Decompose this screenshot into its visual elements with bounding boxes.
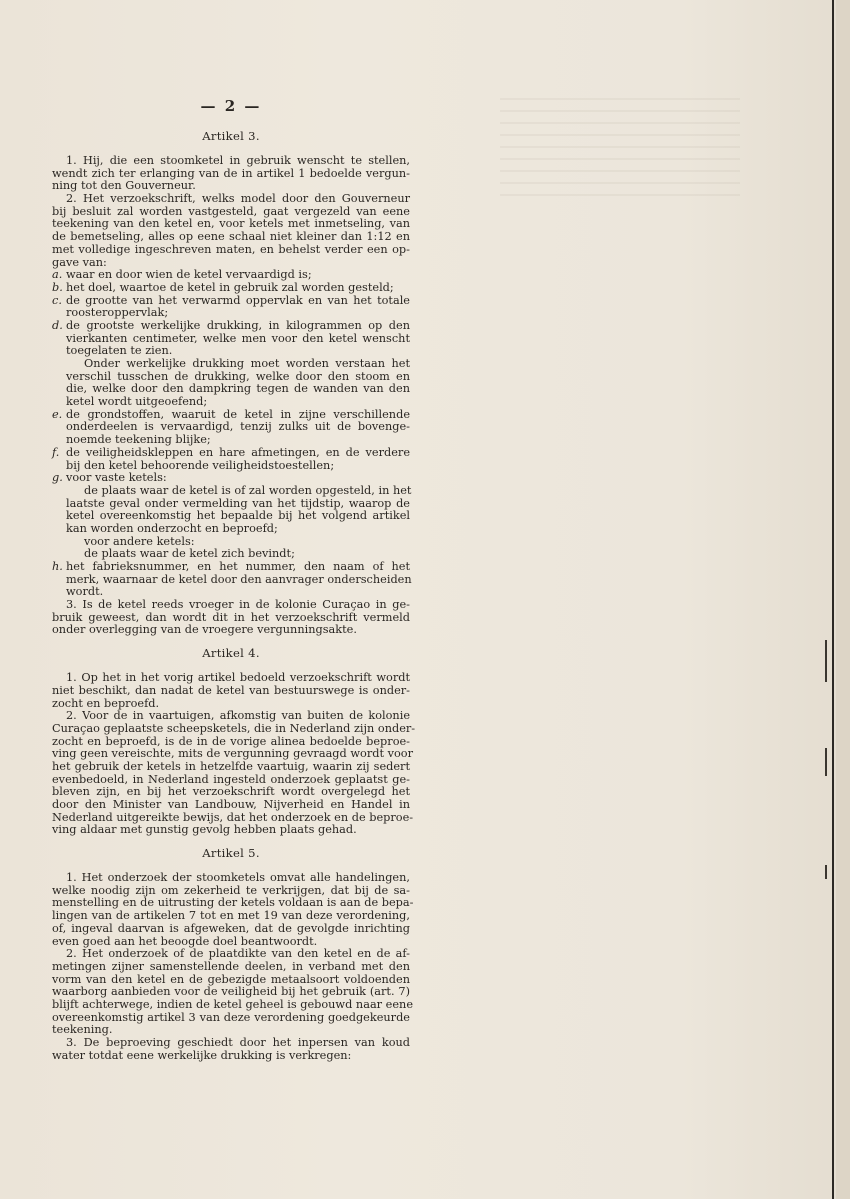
line-text: toegelaten te zien. [66, 344, 173, 358]
line-text: 2. Het onderzoek of de plaatdikte van den ketel en de af- [66, 947, 410, 961]
item-label: f. [52, 445, 60, 459]
binding-mark [825, 748, 827, 776]
line-text: laatste geval onder vermelding van het tijdstip, waarop de [66, 496, 410, 510]
article-4-heading: Artikel 4. [202, 646, 260, 661]
show-through-text [500, 96, 740, 206]
line-text: evenbedoeld, in Nederland ingesteld onderzoek geplaatst ge- [52, 772, 410, 786]
line-text: lingen van de artikelen 7 tot en met 19 van deze verordening, [52, 909, 410, 923]
text-line [52, 1050, 410, 1063]
line-text: bruik geweest, dan wordt dit in het verzoekschrift vermeld [52, 610, 410, 624]
line-text: onder overlegging van de vroegere vergunningsakte. [52, 623, 357, 637]
line-text: de bemetseling, alles op eene schaal niet kleiner dan 1:12 en [52, 230, 410, 244]
text-line [52, 824, 410, 837]
line-text: 3. Is de ketel reeds vroeger in de kolonie Curaçao in ge- [66, 598, 410, 612]
line-text: wordt. [66, 585, 104, 599]
article-4-body [52, 671, 416, 837]
line-text: door den Minister van Landbouw, Nijverheid en Handel in [52, 798, 410, 811]
item-label: b. [52, 280, 63, 294]
line-text: of, ingeval daarvan is afgeweken, dat de gevolgde inrichting [52, 921, 410, 935]
line-text: ketel overeenkomstig het bepaalde bij het volgend artikel [66, 509, 410, 523]
line-text: die, welke door den dampkring tegen de wanden van den [66, 382, 410, 396]
line-text: gave van: [52, 255, 107, 269]
article-3-heading: Artikel 3. [202, 129, 260, 143]
line-text: 2. Voor de in vaartuigen, afkomstig van buiten de kolonie [66, 709, 410, 723]
line-text: de grootte van het verwarmd oppervlak en van het totale [66, 293, 410, 307]
line-text: verschil tusschen de drukking, welke door den stoom en [66, 369, 410, 383]
line-text: teekening. [52, 1023, 113, 1037]
line-text: 3. De beproeving geschiedt door het inpersen van koud [66, 1036, 410, 1049]
text-column [52, 97, 416, 1062]
line-text: ketel wordt uitgeoefend; [66, 395, 208, 409]
line-text: 1. Op het in het vorig artikel bedoeld verzoekschrift wordt [66, 671, 410, 685]
line-text: blijft achterwege, indien de ketel geheel is gebouwd naar eene [52, 997, 413, 1011]
line-text: Curaçao geplaatste scheepsketels, die in Nederland zijn onder- [52, 721, 416, 735]
line-text: 1. Het onderzoek der stoomketels omvat alle handelingen, [66, 871, 410, 885]
line-text: metingen zijner samenstellende deelen, in verband met den [52, 959, 410, 973]
line-text: bij besluit zal worden vastgesteld, gaat vergezeld van eene [52, 204, 410, 218]
line-text: vierkanten centimeter, welke men voor den ketel wenscht [66, 331, 410, 345]
page-number: — 2 — [200, 97, 262, 115]
line-text: ning tot den Gouverneur. [52, 179, 196, 193]
line-text: zocht en beproefd, is de in de vorige alinea bedoelde beproe- [52, 734, 410, 748]
page-edge [836, 0, 850, 1199]
line-text: zocht en beproefd. [52, 696, 160, 710]
line-text: het doel, waartoe de ketel in gebruik zal worden gesteld; [66, 280, 394, 294]
binding-mark [825, 640, 827, 682]
line-text: menstelling en de uitrusting der ketels voldaan is aan de bepa- [52, 896, 414, 910]
line-text: het fabrieksnummer, en het nummer, den naam of het [66, 560, 410, 573]
item-label: c. [52, 293, 62, 307]
line-text: 2. Het verzoekschrift, welks model door den Gouverneur [66, 192, 410, 206]
line-text: roosteroppervlak; [66, 306, 169, 320]
line-text: noemde teekening blijke; [66, 433, 211, 447]
line-text: 1. Hij, die een stoomketel in gebruik wenscht te stellen, [66, 154, 410, 167]
line-text: ving aldaar met gunstig gevolg hebben plaats gehad. [52, 823, 357, 837]
item-label: h. [52, 560, 63, 573]
line-text: welke noodig zijn om zekerheid te verkrijgen, dat bij de sa- [52, 883, 410, 897]
line-text: voor vaste ketels: [66, 471, 167, 485]
line-text: waarborg aanbieden voor de veiligheid bij het gebruik (art. 7) [52, 985, 410, 999]
line-text: bleven zijn, en bij het verzoekschrift wordt overgelegd het [52, 785, 410, 799]
text-line [52, 574, 410, 587]
line-text: kan worden onderzocht en beproefd; [66, 521, 278, 535]
line-text: ving geen vereischte, mits de vergunning gevraagd wordt voor [52, 747, 413, 761]
binding-mark [825, 865, 827, 879]
article-5-heading: Artikel 5. [202, 846, 260, 861]
line-text: even goed aan het beoogde doel beantwoordt. [52, 934, 318, 948]
article-3-body [52, 155, 410, 637]
line-text: waar en door wien de ketel vervaardigd is; [66, 268, 312, 282]
line-text: wendt zich ter erlanging van de in artikel 1 bedoelde vergun- [52, 166, 410, 180]
line-text: met volledige ingeschreven maten, en behelst verder een op- [52, 242, 410, 256]
line-text: merk, waarnaar de ketel door den aanvrager onderscheiden [66, 572, 412, 586]
line-text: het gebruik der ketels in hetzelfde vaartuig, waarin zij sedert [52, 759, 410, 773]
line-text: de grootste werkelijke drukking, in kilogrammen op den [66, 318, 410, 332]
line-text: vorm van den ketel en de gebezigde metaalsoort voldoenden [52, 972, 410, 986]
line-text: voor andere ketels: [84, 534, 195, 548]
binding-edge-line [832, 0, 834, 1199]
line-text: bij den ketel behoorende veiligheidstoestellen; [66, 458, 335, 472]
line-text: onderdeelen is vervaardigd, tenzij zulks uit de bovenge- [66, 420, 410, 434]
item-label: a. [52, 268, 63, 282]
text-line [52, 624, 410, 637]
article-5-body [52, 871, 414, 1062]
line-text: de plaats waar de ketel zich bevindt; [84, 547, 295, 561]
line-text: Nederland uitgereikte bewijs, dat het onderzoek en de beproe- [52, 810, 414, 824]
item-label: d. [52, 318, 63, 332]
item-label: g. [52, 471, 63, 485]
item-label: e. [52, 407, 63, 421]
line-text: water totdat eene werkelijke drukking is verkregen: [52, 1048, 352, 1062]
line-text: teekening van den ketel en, voor ketels met inmetseling, van [52, 217, 410, 231]
line-text: Onder werkelijke drukking moet worden verstaan het [84, 357, 410, 370]
line-text: overeenkomstig artikel 3 van deze verordening goedgekeurde [52, 1010, 410, 1024]
line-text: de veiligheidskleppen en hare afmetingen, en de verdere [66, 445, 410, 459]
line-text: de grondstoffen, waaruit de ketel in zijne verschillende [66, 407, 410, 421]
line-text: niet beschikt, dan nadat de ketel van bestuurswege is onder- [52, 683, 410, 697]
line-text: de plaats waar de ketel is of zal worden opgesteld, in het [84, 483, 412, 497]
